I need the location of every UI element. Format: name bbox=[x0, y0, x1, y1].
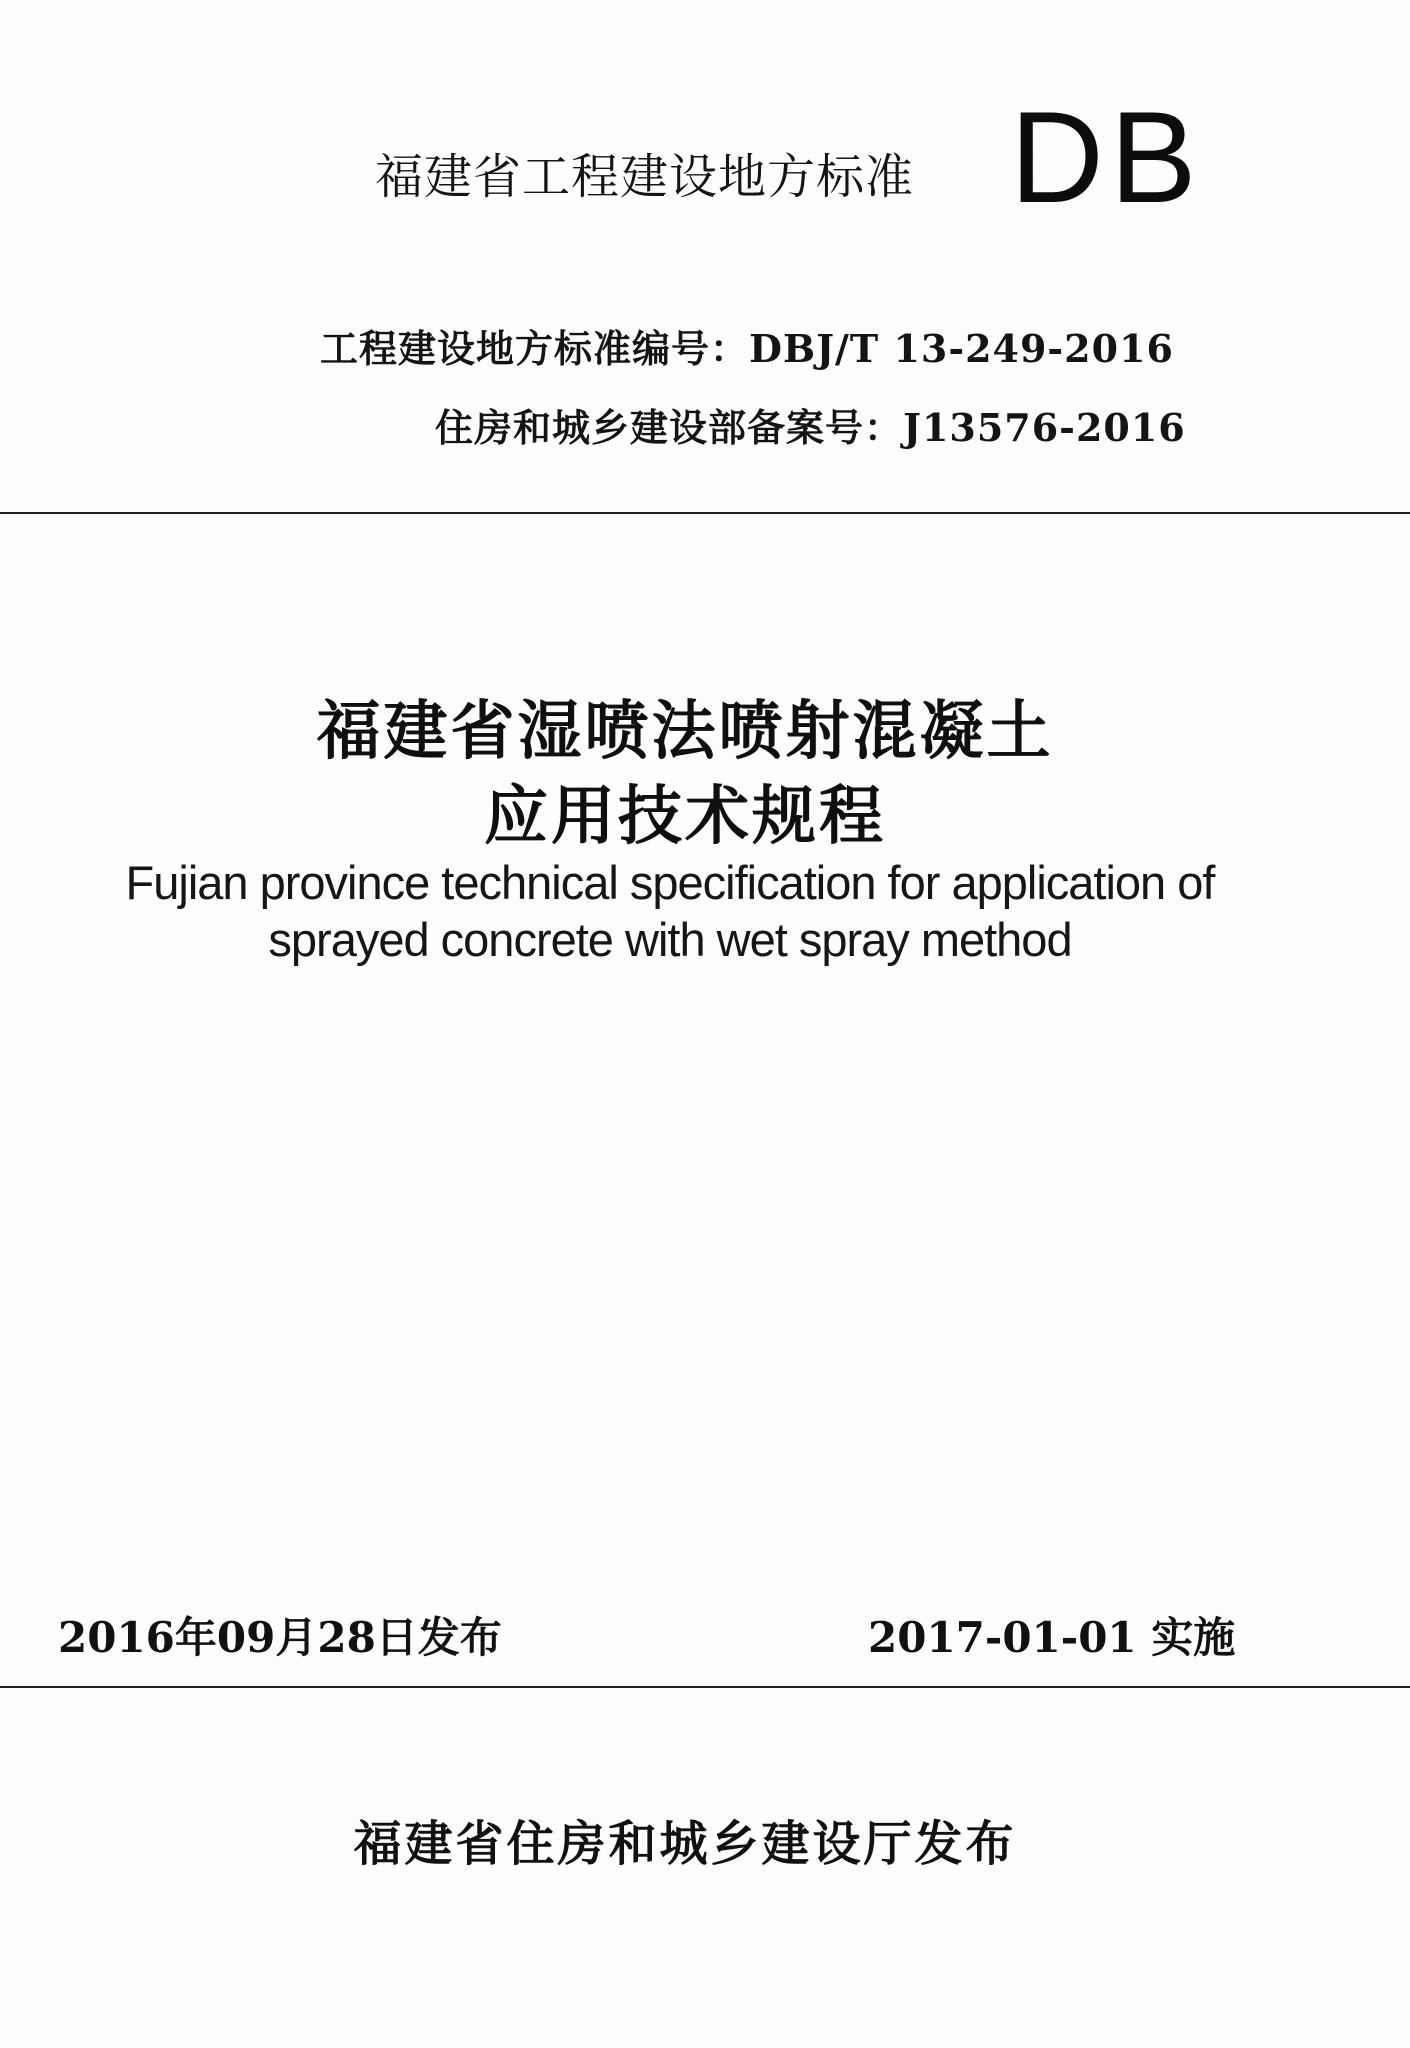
bottom-divider bbox=[0, 1686, 1410, 1688]
filing-number: 住房和城乡建设部备案号：J13576-2016 bbox=[435, 405, 1186, 450]
title-zh-line-1: 福建省湿喷法喷射混凝土 bbox=[316, 695, 1054, 769]
standard-category-label: 福建省工程建设地方标准 bbox=[375, 149, 915, 205]
issue-date: 2016年09月28日发布 bbox=[58, 1613, 502, 1662]
top-divider bbox=[0, 512, 1410, 514]
standard-number: 工程建设地方标准编号：DBJ/T 13-249-2016 bbox=[320, 326, 1174, 371]
title-en-line-1: Fujian province technical specification for application of bbox=[125, 856, 1215, 909]
title-zh-line-2: 应用技术规程 bbox=[484, 780, 886, 854]
db-standard-mark: DB bbox=[1010, 84, 1203, 230]
effective-date: 2017-01-01 实施 bbox=[868, 1613, 1236, 1662]
publisher-name: 福建省住房和城乡建设厅发布 bbox=[353, 1816, 1017, 1872]
title-en-line-2: sprayed concrete with wet spray method bbox=[268, 913, 1072, 966]
